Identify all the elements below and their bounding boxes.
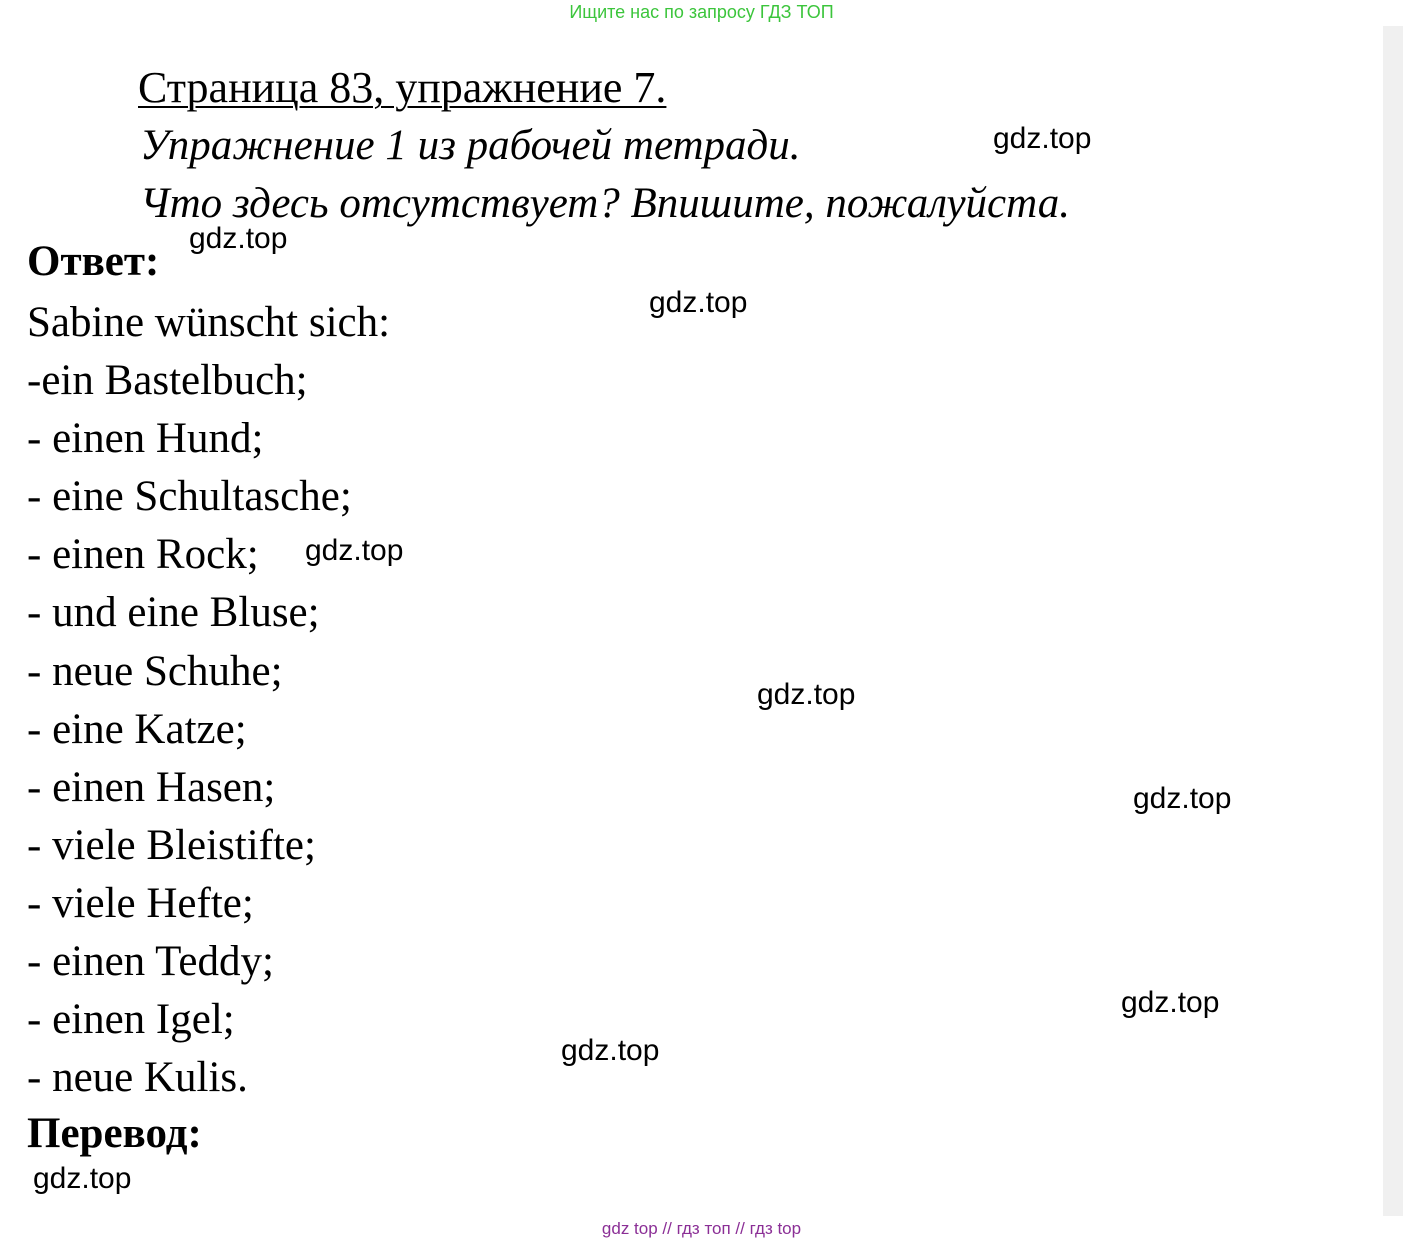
watermark: gdz.top [189, 222, 288, 255]
answer-line: - viele Bleistifte; [27, 821, 316, 869]
answer-line: - neue Kulis. [27, 1054, 248, 1102]
answer-line: - einen Rock; [27, 531, 259, 579]
answer-line: - einen Teddy; [27, 938, 274, 986]
watermark: gdz.top [33, 1162, 132, 1195]
task-line-1: Упражнение 1 из рабочей тетради. [140, 122, 801, 169]
watermark: gdz.top [1133, 782, 1232, 815]
answer-line: - eine Katze; [27, 705, 247, 753]
watermark: gdz.top [561, 1034, 660, 1067]
answer-line: - einen Igel; [27, 996, 235, 1044]
page-heading: Страница 83, упражнение 7. [138, 63, 667, 112]
task-line-2: Что здесь отсутствует? Впишите, пожалуйста. [140, 180, 1070, 227]
answer-line: - eine Schultasche; [27, 473, 352, 521]
answer-list [27, 294, 390, 1107]
answer-line: - und eine Bluse; [27, 589, 320, 637]
footer-links: gdz top // гдз топ // гдз top [601, 1219, 802, 1238]
answer-line: Sabine wünscht sich: [27, 299, 391, 346]
answer-line: -ein Bastelbuch; [27, 357, 308, 405]
search-banner: Ищите нас по запросу ГДЗ ТОП [569, 2, 834, 22]
answer-line: - einen Hund; [27, 415, 264, 463]
answer-line: - neue Schuhe; [27, 647, 283, 695]
watermark: gdz.top [1121, 986, 1220, 1019]
answer-label: Ответ: [27, 238, 160, 285]
answer-line: - einen Hasen; [27, 763, 276, 811]
watermark: gdz.top [757, 678, 856, 711]
scrollbar[interactable] [1383, 26, 1403, 1216]
translation-label: Перевод: [27, 1110, 202, 1157]
watermark: gdz.top [993, 122, 1092, 155]
watermark: gdz.top [305, 534, 404, 567]
answer-line: - viele Hefte; [27, 879, 254, 927]
watermark: gdz.top [649, 286, 748, 319]
